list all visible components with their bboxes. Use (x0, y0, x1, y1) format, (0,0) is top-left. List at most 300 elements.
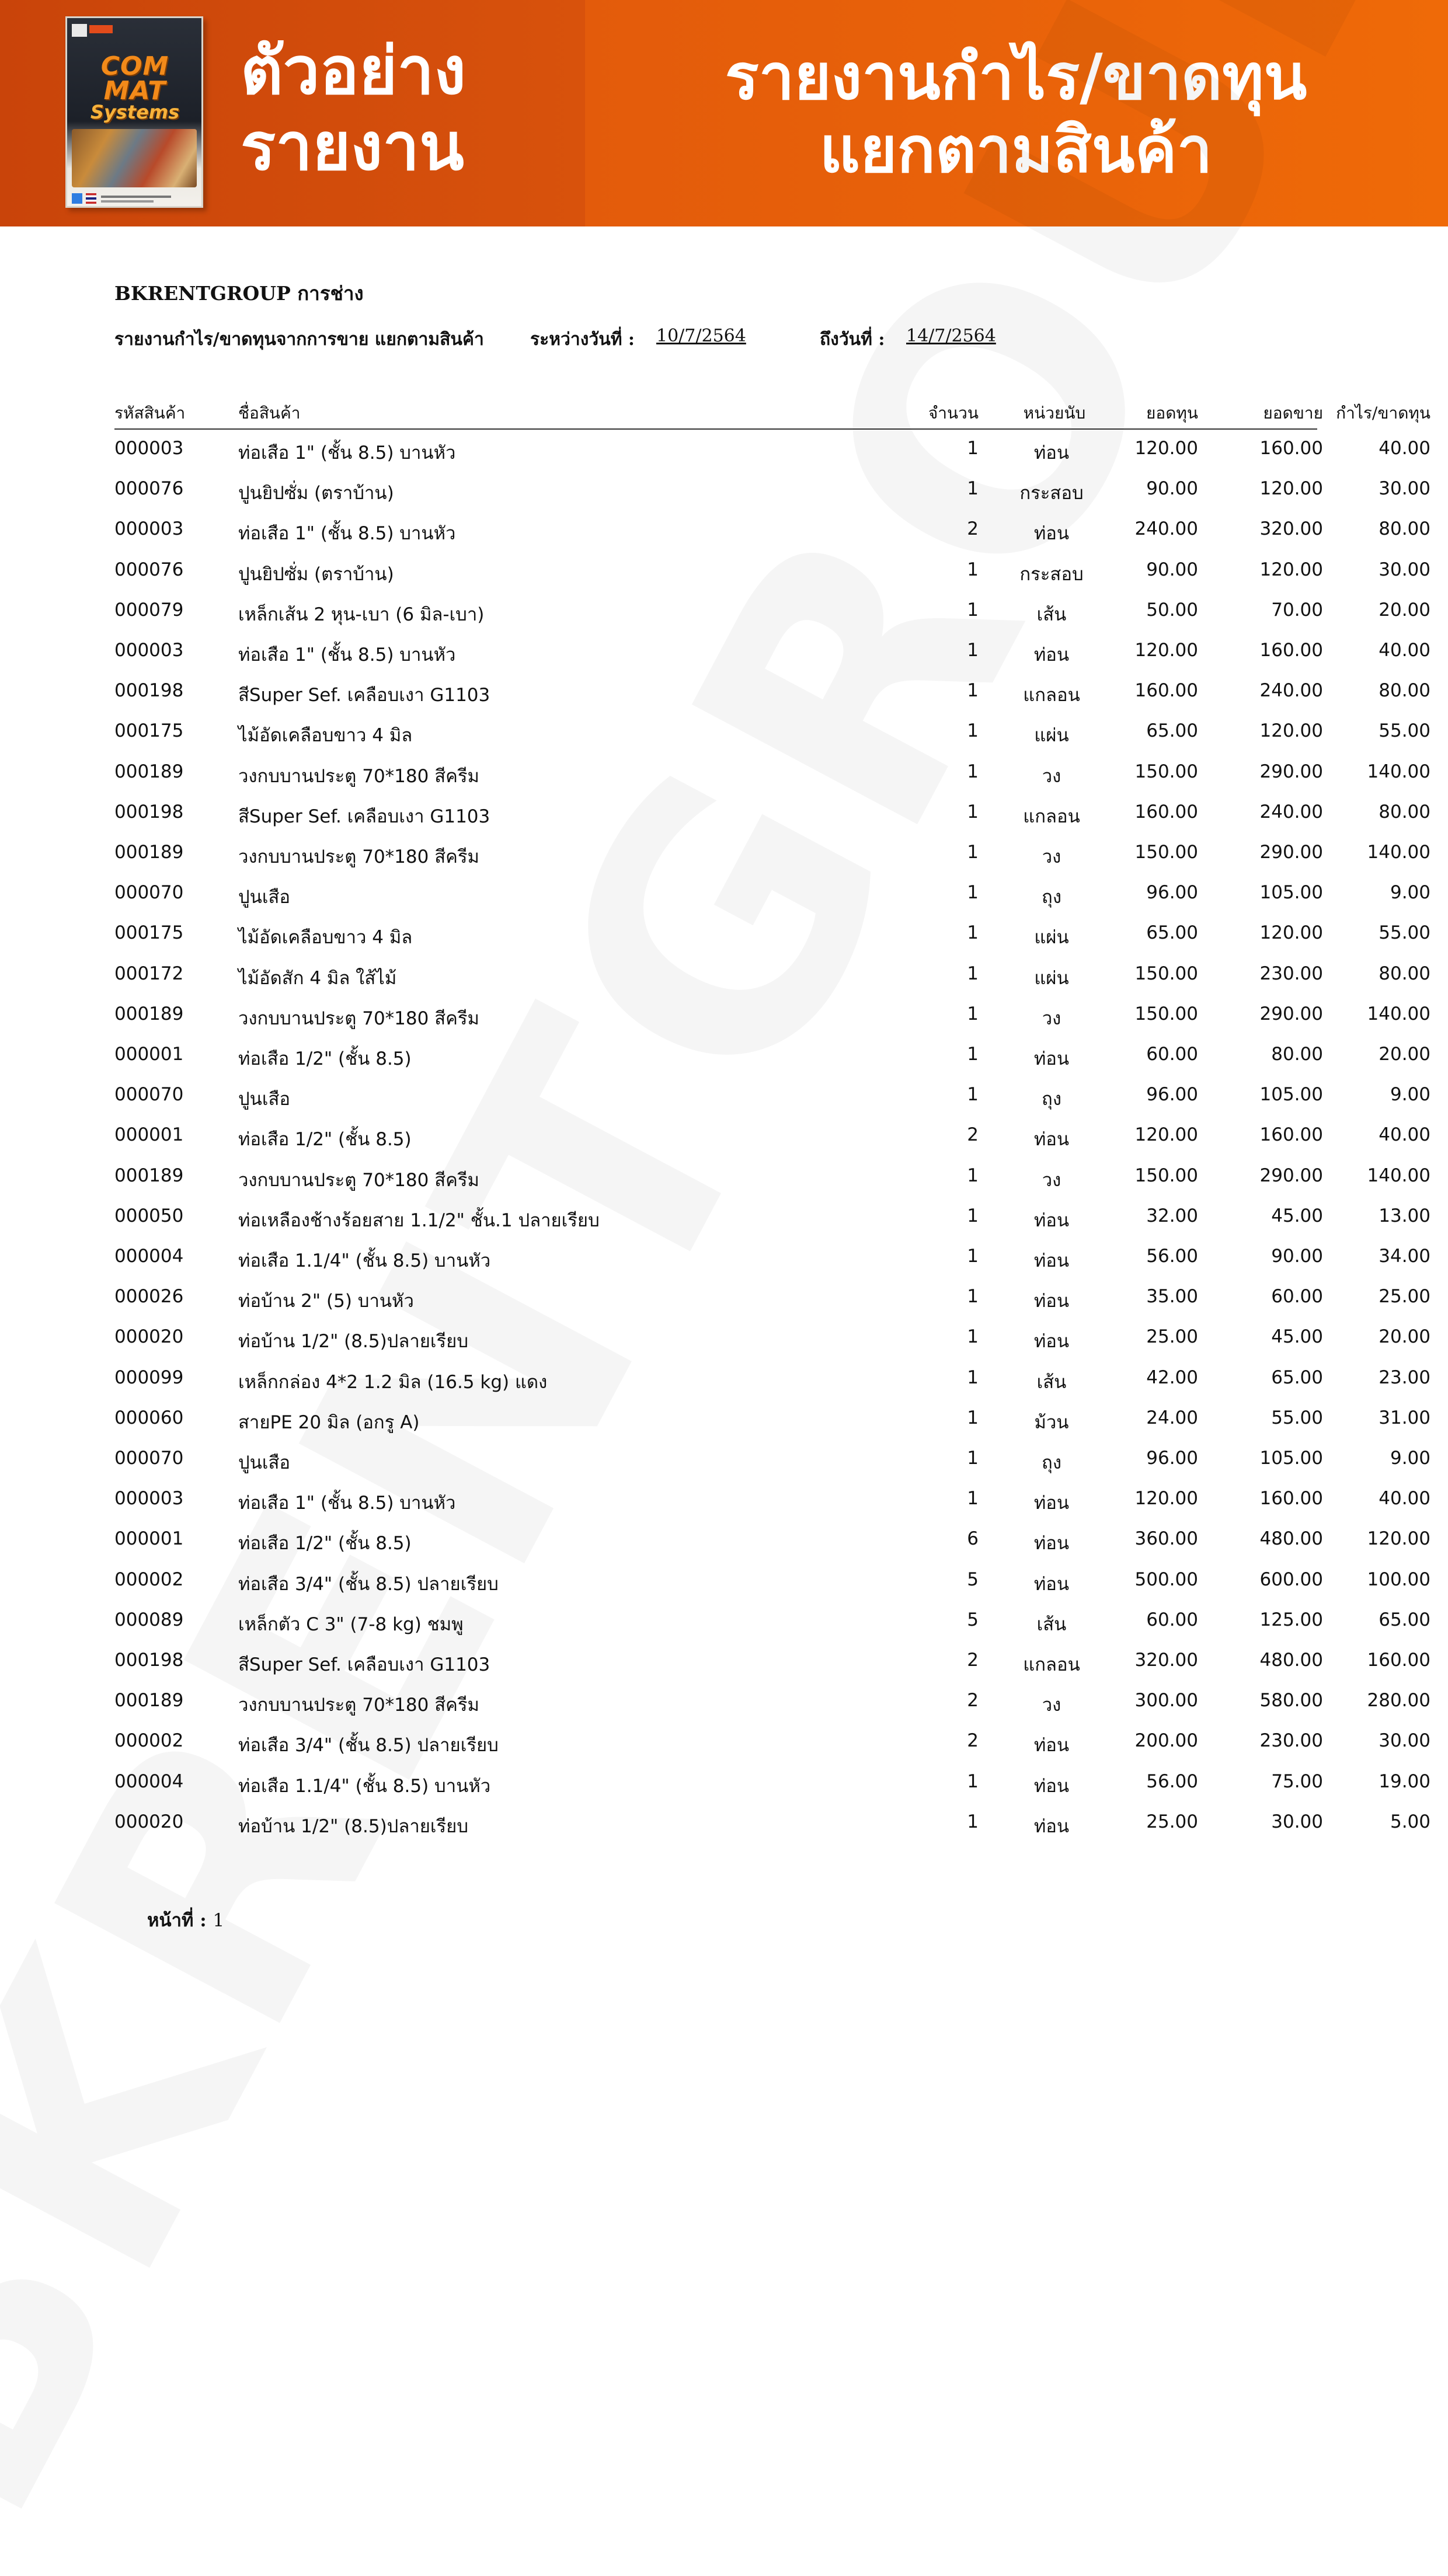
row-qty: 1 (967, 1407, 979, 1428)
row-code: 000026 (114, 1286, 184, 1308)
row-unit: ถุง (1042, 887, 1061, 908)
row-unit: แกลอน (1023, 685, 1080, 706)
row-qty: 1 (967, 1448, 979, 1469)
table-row (114, 1367, 1430, 1402)
row-profit: 80.00 (1379, 963, 1430, 984)
row-profit: 5.00 (1390, 1811, 1430, 1832)
header-code: รหัสสินค้า (114, 403, 186, 423)
header-profit: กำไร/ขาดทุน (1336, 403, 1430, 423)
row-cost: 500.00 (1134, 1568, 1198, 1590)
row-code: 000004 (114, 1770, 184, 1792)
row-profit: 80.00 (1379, 518, 1430, 540)
row-qty: 1 (967, 963, 979, 984)
row-name: ท่อเสือ 1" (ชั้น 8.5) บานหัว (238, 442, 456, 463)
table-row (114, 1003, 1430, 1038)
row-qty: 1 (967, 680, 979, 702)
row-qty: 1 (967, 720, 979, 742)
banner-title-sample-report: ตัวอย่าง รายงาน (241, 33, 467, 185)
row-name: ไม้อัดเคลือบขาว 4 มิล (238, 927, 413, 949)
row-qty: 1 (967, 478, 979, 500)
row-qty: 2 (967, 1124, 979, 1146)
row-code: 000198 (114, 801, 184, 822)
row-profit: 160.00 (1367, 1650, 1430, 1671)
row-sale: 230.00 (1259, 1730, 1323, 1752)
row-unit: ท่อน (1033, 1129, 1070, 1151)
row-sale: 290.00 (1259, 1165, 1323, 1186)
row-code: 000020 (114, 1811, 184, 1832)
row-name: วงกบบานประตู 70*180 สีครีม (238, 846, 479, 867)
table-row (114, 1407, 1430, 1442)
row-code: 000070 (114, 1084, 184, 1106)
row-qty: 6 (967, 1528, 979, 1550)
row-qty: 1 (967, 1326, 979, 1348)
row-sale: 160.00 (1259, 640, 1323, 661)
header-name: ชื่อสินค้า (238, 403, 301, 423)
row-sale: 90.00 (1271, 1246, 1323, 1267)
row-unit: ท่อน (1033, 1815, 1070, 1837)
row-code: 000001 (114, 1124, 184, 1146)
row-name: สีSuper Sef. เคลือบเงา G1103 (238, 806, 490, 827)
row-cost: 96.00 (1146, 1448, 1198, 1469)
row-profit: 30.00 (1379, 1730, 1430, 1752)
row-qty: 1 (967, 1084, 979, 1106)
row-code: 000070 (114, 1448, 184, 1469)
row-code: 000079 (114, 599, 184, 621)
row-cost: 25.00 (1146, 1326, 1198, 1348)
row-profit: 23.00 (1379, 1367, 1430, 1388)
row-name: เหล็กเส้น 2 หุน-เบา (6 มิล-เบา) (238, 604, 485, 625)
row-profit: 9.00 (1390, 1448, 1430, 1469)
row-unit: ท่อน (1033, 1493, 1070, 1514)
row-cost: 90.00 (1146, 559, 1198, 580)
row-qty: 1 (967, 1770, 979, 1792)
row-cost: 320.00 (1134, 1650, 1198, 1671)
table-row (114, 559, 1430, 594)
row-cost: 150.00 (1134, 963, 1198, 984)
table-row (114, 1165, 1430, 1200)
table-row (114, 1448, 1430, 1483)
row-name: ปูนเสือ (238, 1452, 291, 1473)
table-row (114, 761, 1430, 796)
row-qty: 2 (967, 518, 979, 540)
row-qty: 5 (967, 1568, 979, 1590)
row-cost: 96.00 (1146, 882, 1198, 904)
row-sale: 240.00 (1259, 680, 1323, 702)
row-name: ท่อเสือ 1" (ชั้น 8.5) บานหัว (238, 1493, 456, 1514)
table-row (114, 1811, 1430, 1846)
product-text-line (101, 196, 171, 198)
row-code: 000001 (114, 1528, 184, 1550)
row-name: ท่อเสือ 1" (ชั้น 8.5) บานหัว (238, 523, 456, 545)
table-row (114, 518, 1430, 553)
row-unit: ท่อน (1033, 1573, 1070, 1595)
row-qty: 1 (967, 1286, 979, 1308)
row-cost: 60.00 (1146, 1609, 1198, 1630)
report-subheading (114, 326, 1341, 355)
row-code: 000198 (114, 680, 184, 702)
row-cost: 65.00 (1146, 922, 1198, 944)
row-name: ท่อเสือ 1/2" (ชั้น 8.5) (238, 1129, 412, 1151)
table-header (114, 400, 1430, 430)
row-qty: 1 (967, 1044, 979, 1065)
table-row (114, 1084, 1430, 1119)
company-name: BKRENTGROUP การช่าง (114, 282, 364, 305)
row-qty: 1 (967, 1205, 979, 1226)
row-profit: 31.00 (1379, 1407, 1430, 1428)
row-qty: 1 (967, 1246, 979, 1267)
row-sale: 160.00 (1259, 1124, 1323, 1146)
row-cost: 35.00 (1146, 1286, 1198, 1308)
row-qty: 1 (967, 882, 979, 904)
row-qty: 1 (967, 1367, 979, 1388)
row-unit: ท่อน (1033, 442, 1070, 463)
table-row (114, 1326, 1430, 1361)
row-cost: 150.00 (1134, 1165, 1198, 1186)
row-code: 000004 (114, 1246, 184, 1267)
product-badge-icon (72, 24, 87, 37)
row-code: 000003 (114, 438, 184, 459)
construction-materials-illustration (72, 129, 197, 187)
row-sale: 600.00 (1259, 1568, 1323, 1590)
header-banner (0, 0, 1448, 226)
row-name: ท่อบ้าน 1/2" (8.5)ปลายเรียบ (238, 1331, 469, 1353)
table-row (114, 1609, 1430, 1644)
row-qty: 1 (967, 1003, 979, 1024)
row-sale: 55.00 (1271, 1407, 1323, 1428)
row-cost: 200.00 (1134, 1730, 1198, 1752)
row-cost: 120.00 (1134, 1124, 1198, 1146)
product-text-line (101, 200, 154, 203)
row-unit: วง (1042, 1008, 1061, 1029)
row-code: 000003 (114, 640, 184, 661)
table-row (114, 1770, 1430, 1806)
row-unit: ถุง (1042, 1452, 1061, 1473)
row-sale: 290.00 (1259, 842, 1323, 863)
row-sale: 80.00 (1271, 1044, 1323, 1065)
row-name: วงกบบานประตู 70*180 สีครีม (238, 1008, 479, 1029)
row-profit: 65.00 (1379, 1609, 1430, 1630)
row-code: 000001 (114, 1044, 184, 1065)
row-qty: 1 (967, 761, 979, 782)
table-row (114, 963, 1430, 998)
row-cost: 150.00 (1134, 842, 1198, 863)
row-sale: 230.00 (1259, 963, 1323, 984)
row-cost: 60.00 (1146, 1044, 1198, 1065)
row-sale: 125.00 (1259, 1609, 1323, 1630)
table-row (114, 720, 1430, 755)
row-qty: 1 (967, 801, 979, 822)
table-row (114, 1650, 1430, 1685)
row-code: 000076 (114, 559, 184, 580)
row-unit: แผ่น (1034, 725, 1069, 747)
row-name: ท่อเสือ 1.1/4" (ชั้น 8.5) บานหัว (238, 1775, 491, 1797)
row-unit: แกลอน (1023, 1654, 1080, 1675)
row-cost: 50.00 (1146, 599, 1198, 621)
row-qty: 1 (967, 559, 979, 580)
from-date-value: 10/7/2564 (656, 326, 746, 346)
row-sale: 160.00 (1259, 438, 1323, 459)
row-profit: 80.00 (1379, 801, 1430, 822)
row-cost: 25.00 (1146, 1811, 1198, 1832)
row-name: ปูนยิปซั่ม (ตราบ้าน) (238, 483, 394, 504)
row-sale: 30.00 (1271, 1811, 1323, 1832)
row-sale: 120.00 (1259, 922, 1323, 944)
table-row (114, 1205, 1430, 1240)
table-row (114, 1690, 1430, 1725)
row-qty: 1 (967, 1488, 979, 1510)
row-name: วงกบบานประตู 70*180 สีครีม (238, 1169, 479, 1191)
row-cost: 120.00 (1134, 1488, 1198, 1510)
row-profit: 280.00 (1367, 1690, 1430, 1711)
row-unit: ท่อน (1033, 1735, 1070, 1756)
product-logo-line1: COM MAT (100, 51, 169, 106)
row-qty: 1 (967, 599, 979, 621)
row-unit: แผ่น (1034, 967, 1069, 989)
from-date-label: ระหว่างวันที่ : (530, 329, 635, 350)
windows-icon (72, 193, 82, 204)
row-code: 000175 (114, 922, 184, 944)
header-unit: หน่วยนับ (1023, 403, 1086, 423)
row-unit: เส้น (1036, 1613, 1067, 1635)
row-profit: 55.00 (1379, 720, 1430, 742)
row-profit: 40.00 (1379, 1124, 1430, 1146)
row-qty: 2 (967, 1690, 979, 1711)
row-sale: 60.00 (1271, 1286, 1323, 1308)
row-profit: 40.00 (1379, 438, 1430, 459)
row-code: 000099 (114, 1367, 184, 1388)
row-cost: 42.00 (1146, 1367, 1198, 1388)
row-sale: 580.00 (1259, 1690, 1323, 1711)
product-logo (72, 51, 198, 123)
row-unit: เส้น (1036, 604, 1067, 625)
row-unit: ถุง (1042, 1089, 1061, 1110)
row-code: 000070 (114, 882, 184, 904)
row-unit: วง (1042, 765, 1061, 787)
row-code: 000020 (114, 1326, 184, 1348)
table-row (114, 680, 1430, 715)
row-cost: 96.00 (1146, 1084, 1198, 1106)
row-unit: กระสอบ (1019, 483, 1084, 504)
row-unit: วง (1042, 1695, 1061, 1716)
row-code: 000189 (114, 761, 184, 782)
row-name: เหล็กกล่อง 4*2 1.2 มิล (16.5 kg) แดง (238, 1371, 548, 1393)
row-sale: 480.00 (1259, 1650, 1323, 1671)
row-cost: 150.00 (1134, 1003, 1198, 1024)
row-name: สายPE 20 มิล (อกรู A) (238, 1411, 420, 1433)
row-cost: 56.00 (1146, 1770, 1198, 1792)
row-name: ท่อบ้าน 2" (5) บานหัว (238, 1291, 414, 1312)
row-qty: 1 (967, 640, 979, 661)
row-unit: วง (1042, 846, 1061, 867)
row-sale: 105.00 (1259, 1448, 1323, 1469)
row-code: 000198 (114, 1650, 184, 1671)
table-row (114, 1044, 1430, 1079)
row-unit: ท่อน (1033, 1775, 1070, 1797)
row-name: ปูนยิปซั่ม (ตราบ้าน) (238, 563, 394, 585)
product-logo-line2: Systems (90, 100, 180, 123)
row-qty: 1 (967, 1165, 979, 1186)
row-profit: 100.00 (1367, 1568, 1430, 1590)
row-profit: 20.00 (1379, 1326, 1430, 1348)
row-unit: แกลอน (1023, 806, 1080, 827)
row-profit: 9.00 (1390, 882, 1430, 904)
row-profit: 140.00 (1367, 1003, 1430, 1024)
banner-title-report-name: รายงานกำไร/ขาดทุน แยกตามสินค้า (725, 41, 1307, 187)
row-name: ท่อบ้าน 1/2" (8.5)ปลายเรียบ (238, 1815, 469, 1837)
page-label: หน้าที่ : (147, 1910, 207, 1931)
table-row (114, 1488, 1430, 1523)
row-name: ท่อเสือ 3/4" (ชั้น 8.5) ปลายเรียบ (238, 1573, 499, 1595)
row-code: 000003 (114, 518, 184, 540)
row-code: 000172 (114, 963, 184, 984)
row-profit: 40.00 (1379, 640, 1430, 661)
row-cost: 56.00 (1146, 1246, 1198, 1267)
row-cost: 360.00 (1134, 1528, 1198, 1550)
row-sale: 65.00 (1271, 1367, 1323, 1388)
row-profit: 20.00 (1379, 599, 1430, 621)
row-cost: 120.00 (1134, 438, 1198, 459)
row-cost: 90.00 (1146, 478, 1198, 500)
table-row (114, 842, 1430, 877)
row-name: ท่อเสือ 3/4" (ชั้น 8.5) ปลายเรียบ (238, 1735, 499, 1756)
table-row (114, 1246, 1430, 1281)
row-cost: 300.00 (1134, 1690, 1198, 1711)
row-sale: 240.00 (1259, 801, 1323, 822)
row-cost: 160.00 (1134, 680, 1198, 702)
row-sale: 105.00 (1259, 882, 1323, 904)
row-qty: 1 (967, 1811, 979, 1832)
row-profit: 34.00 (1379, 1246, 1430, 1267)
row-profit: 40.00 (1379, 1488, 1430, 1510)
header-sale: ยอดขาย (1263, 403, 1323, 423)
row-cost: 150.00 (1134, 761, 1198, 782)
table-row (114, 1124, 1430, 1159)
table-row (114, 478, 1430, 513)
row-name: ปูนเสือ (238, 887, 291, 908)
row-sale: 75.00 (1271, 1770, 1323, 1792)
row-qty: 1 (967, 438, 979, 459)
product-tag-icon (89, 25, 113, 33)
row-profit: 20.00 (1379, 1044, 1430, 1065)
row-code: 000189 (114, 842, 184, 863)
to-date-label: ถึงวันที่ : (820, 329, 885, 350)
row-cost: 32.00 (1146, 1205, 1198, 1226)
row-profit: 13.00 (1379, 1205, 1430, 1226)
report-title: รายงานกำไร/ขาดทุนจากการขาย แยกตามสินค้า (114, 329, 484, 350)
row-name: วงกบบานประตู 70*180 สีครีม (238, 765, 479, 787)
row-profit: 80.00 (1379, 680, 1430, 702)
page-footer (147, 1905, 224, 1934)
row-qty: 5 (967, 1609, 979, 1630)
header-cost: ยอดทุน (1146, 403, 1198, 423)
row-unit: ม้วน (1034, 1411, 1069, 1433)
row-cost: 240.00 (1134, 518, 1198, 540)
row-profit: 30.00 (1379, 559, 1430, 580)
row-unit: เส้น (1036, 1371, 1067, 1393)
row-cost: 24.00 (1146, 1407, 1198, 1428)
row-name: สีSuper Sef. เคลือบเงา G1103 (238, 685, 490, 706)
thai-flag-icon (86, 193, 96, 204)
row-profit: 140.00 (1367, 761, 1430, 782)
row-sale: 70.00 (1271, 599, 1323, 621)
table-row (114, 882, 1430, 917)
table-row (114, 599, 1430, 635)
row-qty: 2 (967, 1650, 979, 1671)
row-name: ท่อเสือ 1.1/4" (ชั้น 8.5) บานหัว (238, 1250, 491, 1271)
table-row (114, 1286, 1430, 1321)
row-qty: 1 (967, 922, 979, 944)
row-sale: 320.00 (1259, 518, 1323, 540)
row-profit: 9.00 (1390, 1084, 1430, 1106)
row-code: 000050 (114, 1205, 184, 1226)
row-profit: 25.00 (1379, 1286, 1430, 1308)
row-profit: 120.00 (1367, 1528, 1430, 1550)
row-profit: 30.00 (1379, 478, 1430, 500)
row-name: เหล็กตัว C 3" (7-8 kg) ชมพู (238, 1613, 464, 1635)
table-row (114, 640, 1430, 675)
row-sale: 120.00 (1259, 559, 1323, 580)
row-code: 000175 (114, 720, 184, 742)
row-profit: 140.00 (1367, 1165, 1430, 1186)
row-unit: วง (1042, 1169, 1061, 1191)
row-unit: แผ่น (1034, 927, 1069, 949)
row-name: สีSuper Sef. เคลือบเงา G1103 (238, 1654, 490, 1675)
table-row (114, 1528, 1430, 1563)
row-name: ท่อเสือ 1" (ชั้น 8.5) บานหัว (238, 644, 456, 665)
row-sale: 290.00 (1259, 761, 1323, 782)
row-sale: 120.00 (1259, 478, 1323, 500)
row-code: 000076 (114, 478, 184, 500)
table-row (114, 801, 1430, 836)
table-row (114, 922, 1430, 957)
row-unit: ท่อน (1033, 1533, 1070, 1554)
row-unit: ท่อน (1033, 523, 1070, 545)
row-cost: 120.00 (1134, 640, 1198, 661)
row-code: 000089 (114, 1609, 184, 1630)
row-code: 000189 (114, 1165, 184, 1186)
row-code: 000002 (114, 1730, 184, 1752)
row-name: ท่อเสือ 1/2" (ชั้น 8.5) (238, 1533, 412, 1554)
row-profit: 19.00 (1379, 1770, 1430, 1792)
row-name: ไม้อัดสัก 4 มิล ใส้ไม้ (238, 967, 397, 989)
product-box-image (65, 16, 203, 208)
row-profit: 140.00 (1367, 842, 1430, 863)
row-code: 000003 (114, 1488, 184, 1510)
row-name: ท่อเหลืองช้างร้อยสาย 1.1/2" ชั้น.1 ปลายเรียบ (238, 1209, 600, 1231)
row-sale: 105.00 (1259, 1084, 1323, 1106)
row-cost: 65.00 (1146, 720, 1198, 742)
row-code: 000189 (114, 1690, 184, 1711)
row-sale: 45.00 (1271, 1205, 1323, 1226)
row-sale: 160.00 (1259, 1488, 1323, 1510)
row-unit: ท่อน (1033, 1048, 1070, 1069)
table-row (114, 1568, 1430, 1604)
product-box-footer (72, 193, 197, 205)
row-code: 000060 (114, 1407, 184, 1428)
row-qty: 2 (967, 1730, 979, 1752)
row-name: ท่อเสือ 1/2" (ชั้น 8.5) (238, 1048, 412, 1069)
row-cost: 160.00 (1134, 801, 1198, 822)
row-sale: 45.00 (1271, 1326, 1323, 1348)
row-unit: ท่อน (1033, 1331, 1070, 1353)
row-qty: 1 (967, 842, 979, 863)
table-row (114, 438, 1430, 473)
row-sale: 480.00 (1259, 1528, 1323, 1550)
row-name: ปูนเสือ (238, 1089, 291, 1110)
row-unit: กระสอบ (1019, 563, 1084, 585)
row-code: 000189 (114, 1003, 184, 1024)
row-unit: ท่อน (1033, 1291, 1070, 1312)
